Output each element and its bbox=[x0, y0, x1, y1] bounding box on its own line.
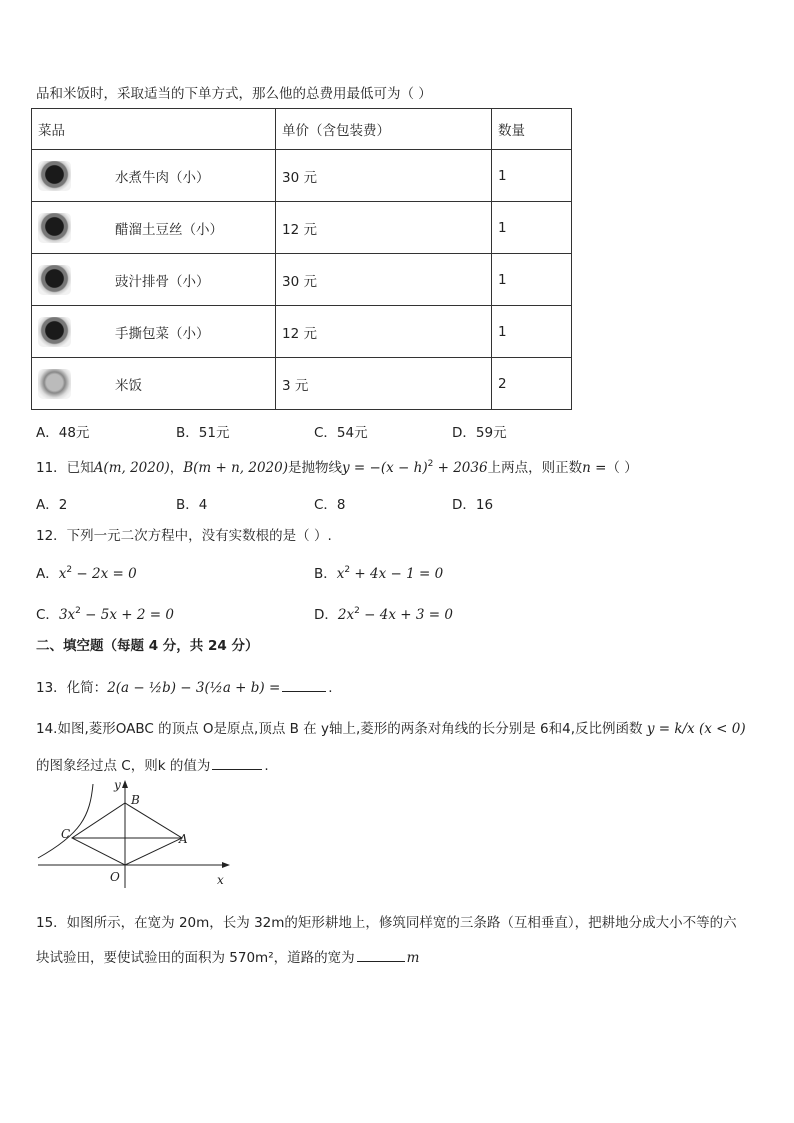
q11-option-c: C．8 bbox=[314, 497, 346, 513]
label-x: x bbox=[217, 873, 224, 887]
answer-blank bbox=[212, 769, 262, 770]
dish-name: 豉汁排骨（小） bbox=[115, 273, 210, 290]
q11-text: 上两点，则正数 bbox=[487, 460, 583, 476]
dish-qty: 1 bbox=[492, 150, 572, 202]
q14-line2: 的图象经过点 C，则k 的值为 . bbox=[36, 758, 269, 774]
q12-option-a: A．$x^2 - 2x = 0$ bbox=[36, 565, 137, 582]
q15-line1: 15．如图所示，在宽为 20m，长为 32m的矩形耕地上，修筑同样宽的三条路（互相垂直），把耕地分成大小不等的六 bbox=[36, 915, 737, 931]
table-header-row bbox=[32, 109, 572, 150]
header-qty: 数量 bbox=[492, 109, 572, 150]
header-price: 单价（含包装费） bbox=[276, 109, 492, 150]
q12-option-b: B．$x^2 + 4x - 1 = 0$ bbox=[314, 565, 444, 582]
table-row bbox=[32, 358, 572, 410]
q14-line1: 14.如图,菱形OABC 的顶点 O是原点,顶点 B 在 y轴上,菱形的两条对角线的长分别是 6和4,反比例函数 y = k/x (x < 0) bbox=[36, 721, 746, 737]
q11-option-b: B．4 bbox=[176, 497, 208, 513]
q12-option-d: D．$2x^2 - 4x + 3 = 0$ bbox=[314, 606, 453, 623]
answer-blank bbox=[357, 961, 405, 962]
q13-label: 13．化简： bbox=[36, 680, 108, 696]
dish-photo bbox=[38, 265, 71, 295]
q11-text: 11．已知 bbox=[36, 460, 94, 476]
dish-photo bbox=[38, 161, 71, 191]
dish-name: 手撕包菜（小） bbox=[115, 325, 210, 342]
q12-stem: 12．下列一元二次方程中，没有实数根的是（ ）. bbox=[36, 528, 332, 544]
q11-text: ， bbox=[169, 460, 184, 476]
q10-option-c: C．54元 bbox=[314, 425, 368, 441]
point-b: B(m + n, 2020) bbox=[183, 460, 289, 476]
x-axis-arrow-icon bbox=[222, 862, 230, 868]
q11-option-a: A．2 bbox=[36, 497, 68, 513]
hyperbola-curve bbox=[38, 784, 93, 858]
header-dish: 菜品 bbox=[32, 109, 276, 150]
q10-intro: 品和米饭时，采取适当的下单方式，那么他的总费用最低可为（ ） bbox=[36, 86, 432, 102]
q15-line2: 块试验田，要使试验田的面积为 570m²，道路的宽为 m bbox=[36, 950, 420, 966]
table-row bbox=[32, 306, 572, 358]
dish-photo bbox=[38, 317, 71, 347]
label-c: C bbox=[61, 827, 71, 841]
dish-qty: 1 bbox=[492, 254, 572, 306]
dish-qty: 2 bbox=[492, 358, 572, 410]
q10-option-d: D．59元 bbox=[452, 425, 507, 441]
menu-table bbox=[31, 108, 572, 410]
q11-text: 是抛物线 bbox=[288, 460, 343, 476]
q10-option-b: B．51元 bbox=[176, 425, 230, 441]
section-title: 二、填空题（每题 4 分，共 24 分） bbox=[36, 638, 259, 654]
dish-price: 12 元 bbox=[276, 202, 492, 254]
table-row bbox=[32, 202, 572, 254]
label-o: O bbox=[110, 870, 120, 884]
label-b: B bbox=[131, 793, 140, 807]
answer-blank bbox=[282, 691, 326, 692]
rhombus-diagram bbox=[36, 776, 236, 892]
var-n: n bbox=[582, 460, 591, 476]
dish-price: 30 元 bbox=[276, 254, 492, 306]
dish-name: 米饭 bbox=[115, 377, 142, 394]
q12-option-c: C．$3x^2 - 5x + 2 = 0$ bbox=[36, 606, 174, 623]
parabola-expr: y = −(x − h) bbox=[342, 460, 428, 476]
q11-option-d: D．16 bbox=[452, 497, 494, 513]
q13-expr: 2(a − ½b) − 3(½a + b) = bbox=[107, 680, 281, 696]
q11-text: =（ ） bbox=[590, 460, 638, 476]
label-y: y bbox=[114, 778, 121, 792]
dish-photo bbox=[38, 213, 71, 243]
inverse-function: y = k/x (x < 0) bbox=[646, 721, 746, 737]
dish-name: 醋溜土豆丝（小） bbox=[115, 221, 223, 238]
y-axis-arrow-icon bbox=[122, 780, 128, 788]
dish-name: 水煮牛肉（小） bbox=[115, 169, 210, 186]
point-a: A(m, 2020) bbox=[93, 460, 170, 476]
q13-stem: 13．化简：2(a − ½b) − 3(½a + b) = . bbox=[36, 680, 333, 696]
dish-qty: 1 bbox=[492, 202, 572, 254]
dish-price: 30 元 bbox=[276, 150, 492, 202]
exponent: 2 bbox=[427, 459, 434, 469]
q10-option-a: A．48元 bbox=[36, 425, 90, 441]
dish-price: 3 元 bbox=[276, 358, 492, 410]
dish-qty: 1 bbox=[492, 306, 572, 358]
dish-price: 12 元 bbox=[276, 306, 492, 358]
rhombus-oabc bbox=[72, 803, 182, 865]
table-row bbox=[32, 150, 572, 202]
table-row bbox=[32, 254, 572, 306]
parabola-const: + 2036 bbox=[433, 460, 488, 476]
rice-photo bbox=[38, 369, 71, 399]
q11-stem bbox=[36, 456, 638, 476]
label-a: A bbox=[179, 832, 188, 846]
